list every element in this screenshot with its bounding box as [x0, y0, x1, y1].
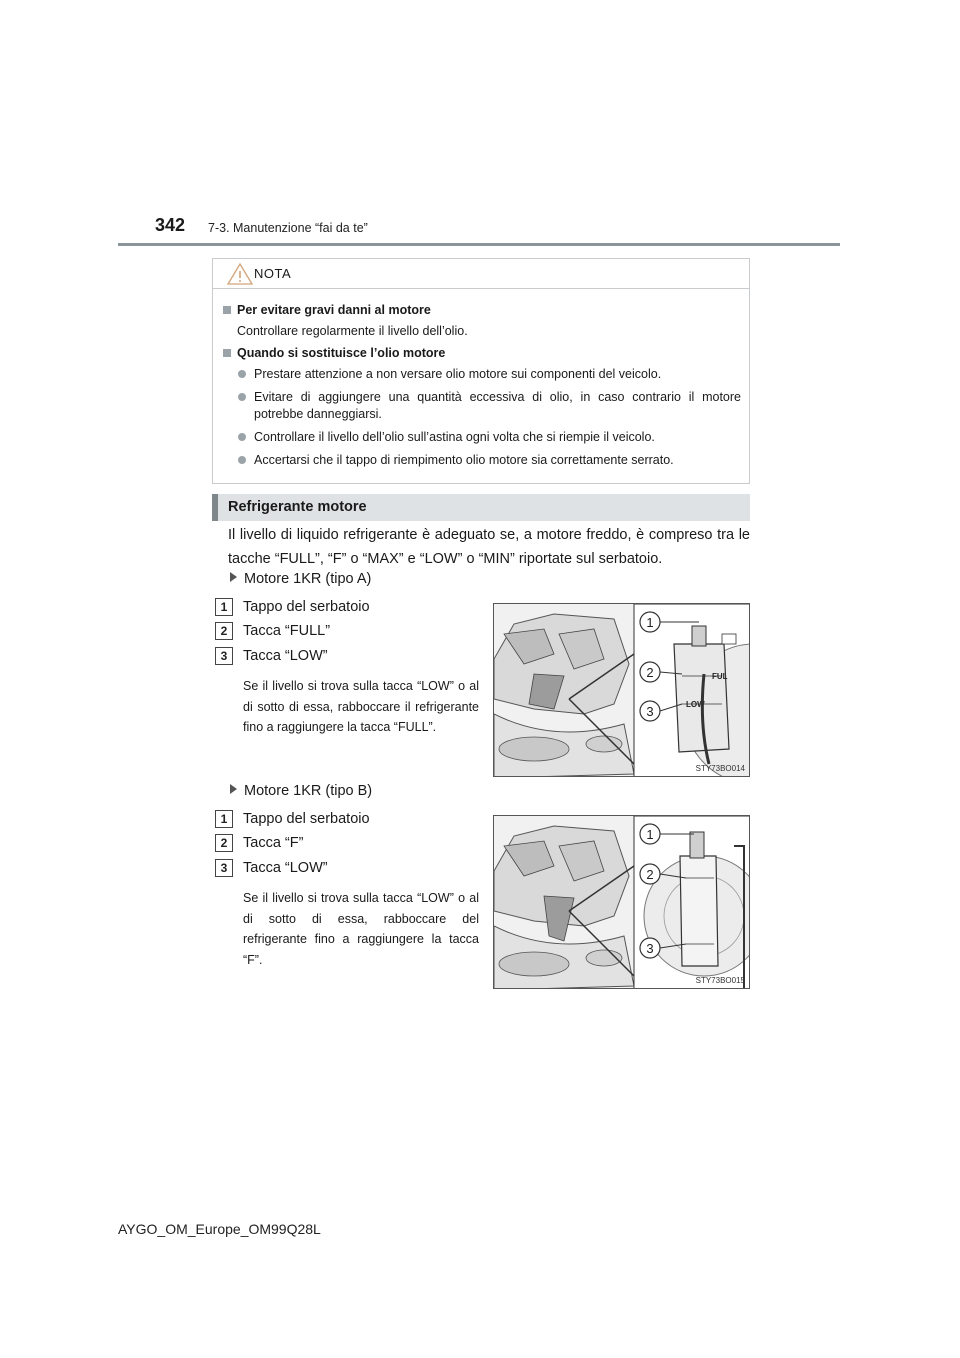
- item-number-box: 1: [215, 810, 233, 828]
- callout-3: 3: [646, 941, 654, 956]
- item-number-box: 3: [215, 859, 233, 877]
- item-number-box: 2: [215, 834, 233, 852]
- item-number-box: 1: [215, 598, 233, 616]
- engine-a-item-full: Tacca “FULL”: [243, 623, 331, 639]
- engine-a-note: Se il livello si trova sulla tacca “LOW” o al di sotto di essa, rabboccare il refrigerante fino a raggiungere la tacca “FULL”.: [243, 679, 479, 734]
- tank-low-mark: LOW: [686, 700, 705, 709]
- callout-2: 2: [646, 867, 654, 882]
- engine-a-figure: [493, 603, 750, 777]
- nota-title: NOTA: [254, 266, 292, 281]
- callout-2: 2: [646, 665, 654, 680]
- chapter-title: 7-3. Manutenzione “fai da te”: [208, 221, 368, 235]
- item-number-box: 3: [215, 647, 233, 665]
- header-divider: [118, 243, 840, 246]
- engine-a-heading-text: Motore 1KR (tipo A): [244, 571, 372, 587]
- callout-3: 3: [646, 704, 654, 719]
- engine-b-heading-text: Motore 1KR (tipo B): [244, 783, 373, 799]
- engine-a-item-low: Tacca “LOW”: [243, 648, 328, 664]
- engine-b-item-f: Tacca “F”: [243, 835, 304, 851]
- engine-b-figure: [493, 815, 750, 989]
- engine-a-item-cap: Tappo del serbatoio: [243, 599, 370, 615]
- nota-heading-engine-damage: Per evitare gravi danni al motore: [222, 302, 741, 319]
- footer-document-code: AYGO_OM_Europe_OM99Q28L: [118, 1221, 321, 1237]
- nota-bullet: Accertarsi che il tappo di riempimento olio motore sia correttamente serrato.: [222, 452, 741, 469]
- section-heading-bar: [212, 494, 750, 521]
- page-number: 342: [155, 215, 186, 235]
- callout-1: 1: [646, 615, 654, 630]
- tank-full-mark: FUL: [712, 672, 728, 681]
- section-intro: Il livello di liquido refrigerante è adeguato se, a motore freddo, è compreso tra le tacche “FULL”, “F” o “MAX” e “LOW” o “MIN” riportate sul serbatoio.: [228, 527, 750, 567]
- triangle-bullet-icon: [230, 572, 237, 582]
- nota-heading-oil-change: Quando si sostituisce l’olio motore: [222, 345, 741, 362]
- nota-body: [213, 289, 749, 469]
- engine-b-item-low: Tacca “LOW”: [243, 860, 328, 876]
- engine-b-heading: [230, 783, 372, 799]
- engine-a-heading: [230, 571, 371, 587]
- nota-text-check-oil: Controllare regolarmente il livello dell’olio.: [237, 324, 468, 338]
- section-title: Refrigerante motore: [228, 499, 367, 515]
- item-number-box: 2: [215, 622, 233, 640]
- nota-header: [213, 259, 749, 289]
- nota-bullet: Evitare di aggiungere una quantità eccessiva di olio, in caso contrario il motore potrebbe danneggiarsi.: [222, 389, 741, 423]
- nota-bullet: Controllare il livello dell’olio sull’astina ogni volta che si riempie il veicolo.: [222, 429, 741, 446]
- figure-code: STY73BO014: [695, 764, 745, 773]
- engine-bay-illustration: [494, 604, 750, 777]
- engine-b-note: Se il livello si trova sulla tacca “LOW” o al di sotto di essa, rabboccare del refrigerante fino a raggiungere la tacca “F”.: [243, 891, 479, 967]
- engine-b-item-cap: Tappo del serbatoio: [243, 811, 370, 827]
- nota-box: [212, 258, 750, 484]
- engine-bay-illustration: [494, 816, 750, 989]
- figure-code: STY73BO015: [695, 976, 745, 985]
- nota-bullet: Prestare attenzione a non versare olio motore sui componenti del veicolo.: [222, 366, 741, 383]
- warning-icon: [227, 263, 253, 285]
- callout-1: 1: [646, 827, 654, 842]
- triangle-bullet-icon: [230, 784, 237, 794]
